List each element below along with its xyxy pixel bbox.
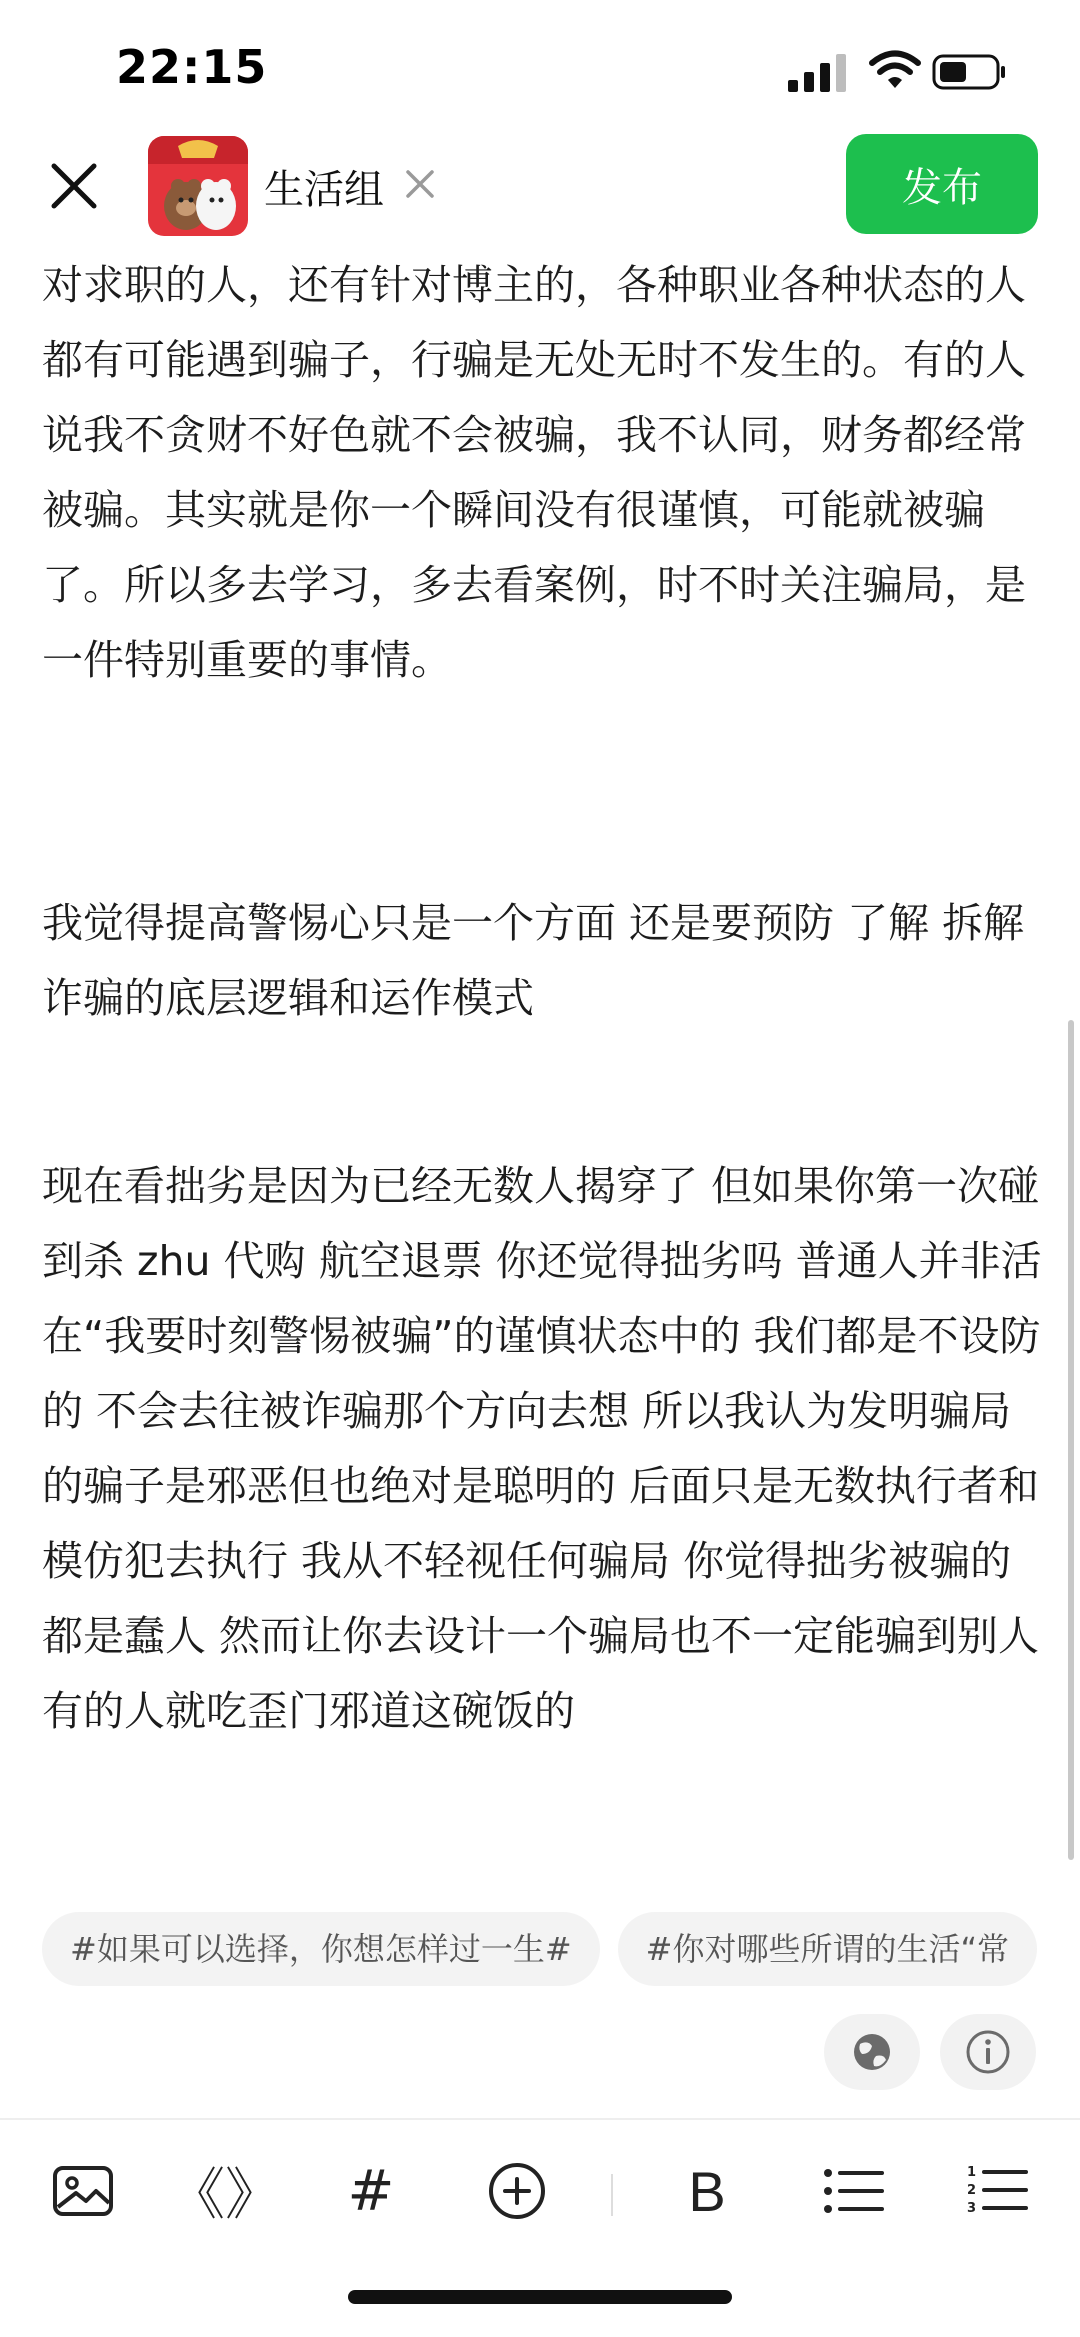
close-icon[interactable]: [44, 156, 104, 216]
post-paragraph: 对求职的人，还有针对博主的，各种职业各种状态的人都有可能遇到骗子，行骗是无处无时不发生的。有的人说我不贪财不好色就不会被骗，我不认同，财务都经常被骗。其实就是你一个瞬间没有很谨慎，可能就被骗了。所以多去学习，多去看案例，时不时关注骗局，是一件特别重要的事情。: [42, 261, 1026, 684]
battery-icon: [932, 54, 1008, 90]
bullet-list-icon: [822, 2165, 884, 2217]
numbered-list-button[interactable]: [962, 2156, 1032, 2226]
image-icon: [52, 2163, 114, 2219]
status-bar: [0, 0, 1080, 130]
mention-add-button[interactable]: [482, 2156, 552, 2226]
scrollbar[interactable]: [1068, 1020, 1074, 1860]
svg-text:1: 1: [967, 2165, 977, 2180]
numbered-list-icon: [966, 2163, 1028, 2219]
svg-text:3: 3: [967, 2201, 977, 2216]
close-small-icon[interactable]: [402, 166, 438, 202]
group-name: 生活组: [264, 167, 384, 213]
bold-icon[interactable]: B: [688, 2159, 726, 2223]
info-icon: [964, 2028, 1012, 2076]
home-indicator[interactable]: [348, 2290, 732, 2304]
wifi-icon: [868, 50, 922, 90]
hashtag-icon[interactable]: #: [347, 2158, 395, 2224]
topic-tag[interactable]: #你对哪些所谓的生活“常: [618, 1912, 1037, 1986]
insert-image-button[interactable]: [48, 2156, 118, 2226]
topic-tag-row: [42, 1912, 1080, 1986]
svg-text:2: 2: [967, 2183, 977, 2198]
post-body[interactable]: [42, 248, 1053, 1749]
bullet-list-button[interactable]: [818, 2156, 888, 2226]
add-circle-icon: [487, 2161, 547, 2221]
book-title-icon[interactable]: 《》: [169, 2163, 281, 2228]
compose-header: [0, 130, 1080, 240]
post-paragraph: 我觉得提高警惕心只是一个方面 还是要预防 了解 拆解诈骗的底层逻辑和运作模式: [42, 899, 1025, 1022]
post-paragraph: 现在看拙劣是因为已经无数人揭穿了 但如果你第一次碰到杀 zhu 代购 航空退票 你还觉得拙劣吗 普通人并非活在“我要时刻警惕被骗”的谨慎状态中的 我们都是不设防的 不会去往被诈骗那个方向去想 所以我认为发明骗局的骗子是邪恶但也绝对是聪明的 后面只是无数执行者和模仿犯去执行 我从不轻视任何骗局 你觉得拙劣被骗的都是蠢人 然而让你去设计一个骗局也不一定能骗到别人 有的人就吃歪门邪道这碗饭的: [42, 1162, 1053, 1735]
publish-button[interactable]: 发布: [846, 134, 1038, 234]
cellular-signal-icon: [788, 52, 850, 92]
visibility-button[interactable]: [824, 2014, 920, 2090]
info-button[interactable]: [940, 2014, 1036, 2090]
group-avatar[interactable]: [148, 136, 248, 236]
globe-icon: [850, 2030, 894, 2074]
toolbar-divider: [611, 2174, 613, 2216]
editor-toolbar: [0, 2118, 1080, 2250]
status-time: 22:15: [116, 40, 268, 94]
topic-tag[interactable]: #如果可以选择，你想怎样过一生#: [42, 1912, 600, 1986]
